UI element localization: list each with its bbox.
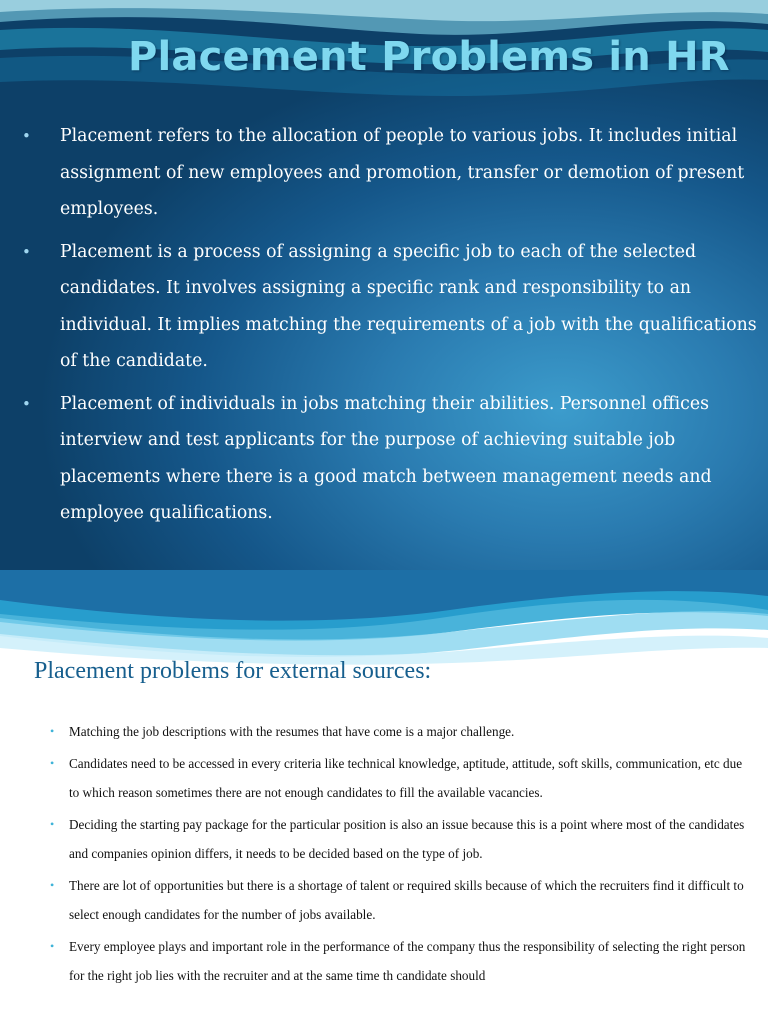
slide-1-bullet-item (22, 234, 758, 380)
bullet-icon: • (50, 756, 55, 770)
bullet-icon: • (50, 939, 55, 953)
bullet-text: Matching the job descriptions with the resumes that have come is a major challenge. (69, 724, 515, 739)
bullet-icon: • (22, 394, 31, 413)
bullet-text: Candidates need to be accessed in every criteria like technical knowledge, aptitude, attitude, soft skills, communication, etc due to which reason sometimes there are not enough candidates to fill the available vacancies. (69, 756, 743, 800)
slide-2-bullet-item (50, 810, 750, 868)
slide-2-bullet-item (50, 749, 750, 807)
bullet-text: There are lot of opportunities but there is a shortage of talent or required skills because of which the recruiters find it difficult to select enough candidates for the number of jobs available. (69, 878, 744, 922)
slide-1-bullet-item (22, 386, 758, 532)
slide-2-bullet-item (50, 717, 750, 746)
slide-1-title: Placement Problems in HR (128, 34, 730, 80)
slide-2-bullet-item (50, 932, 750, 990)
bullet-icon: • (22, 127, 31, 145)
bottom-wave-decoration (0, 570, 768, 665)
bullet-icon: • (22, 242, 31, 261)
slide-2-bullet-list (50, 717, 750, 993)
bullet-text: Deciding the starting pay package for the particular position is also an issue because this is a point where most of the candidates and companies opinion differs, it needs to be decided based on the type of job. (69, 817, 745, 861)
slide-1-bullet-list (22, 118, 758, 538)
slide-2-bullet-item (50, 871, 750, 929)
slide-1-bullet-item (22, 118, 758, 228)
bullet-icon: • (50, 878, 55, 892)
bullet-text: Placement refers to the allocation of people to various jobs. It includes initial assignment of new employees and promotion, transfer or demotion of present employees. (60, 126, 745, 219)
bullet-icon: • (50, 724, 55, 738)
bullet-icon: • (50, 817, 55, 831)
bullet-text: Placement is a process of assigning a specific job to each of the selected candidates. It involves assigning a specific rank and responsibility to an individual. It implies matching the requirements of a job with the qualifications of the candidate. (60, 241, 757, 371)
slide-2-title: Placement problems for external sources: (34, 658, 432, 684)
bullet-text: Every employee plays and important role in the performance of the company thus the responsibility of selecting the right person for the right job lies with the recruiter and at the same time th candidate should (69, 939, 746, 983)
bullet-text: Placement of individuals in jobs matching their abilities. Personnel offices interview and test applicants for the purpose of achieving suitable job placements where there is a good match between management needs and employee qualifications. (60, 393, 712, 523)
